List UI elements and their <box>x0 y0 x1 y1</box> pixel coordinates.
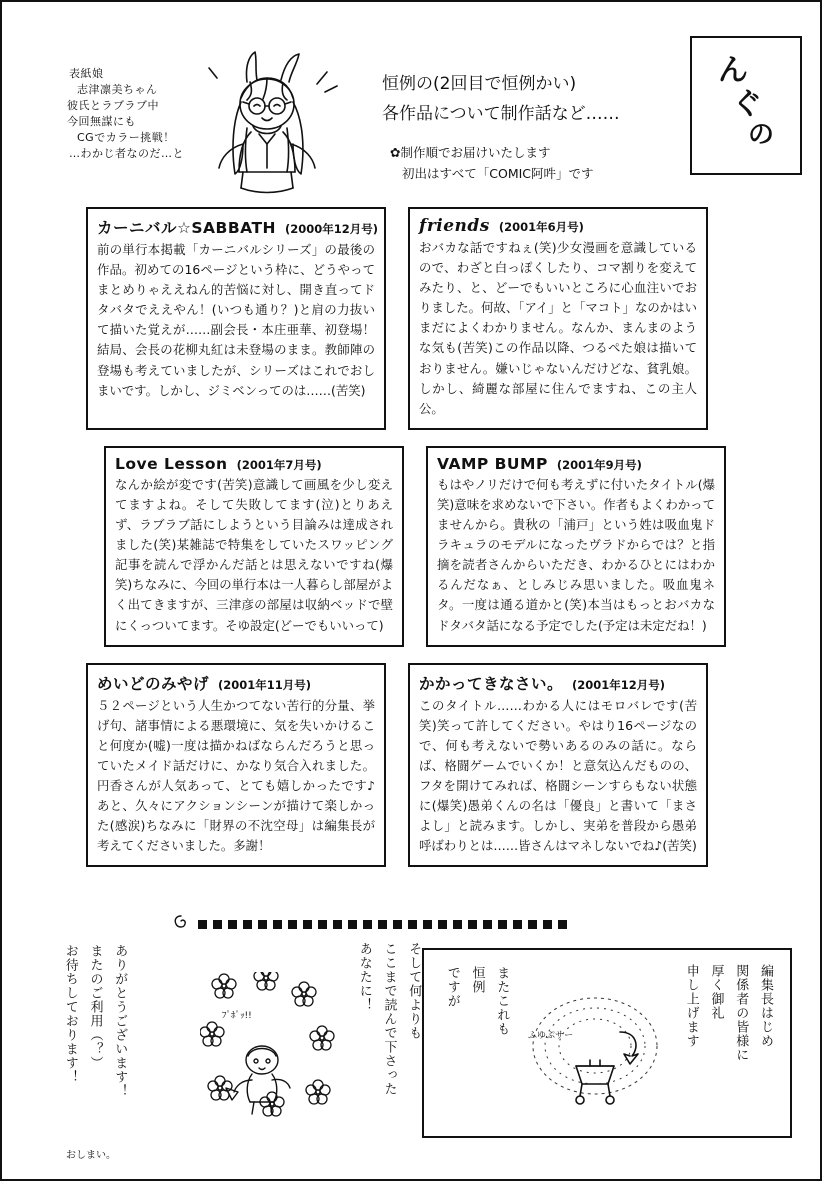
header-subtitle <box>390 142 690 185</box>
article-issue: (2001年12月号) <box>572 677 666 692</box>
thanks-line-3: お待ちしております！ <box>62 944 78 1084</box>
article-title: カーニバル☆SABBATH <box>97 219 277 237</box>
article-header <box>97 672 375 694</box>
scribble-blob-icon <box>520 984 670 1114</box>
article-header <box>97 216 379 238</box>
page-footer <box>22 932 802 1162</box>
header-subtitle-line-1: ✿制作順でお届けいたします <box>390 145 551 160</box>
article-row-1 <box>86 207 746 430</box>
cover-girl-note-line-3: 彼氏とラブラブ中 <box>67 98 159 112</box>
thanks-message <box>58 944 130 1144</box>
header-subtitle-line-2: 初出はすべて「COMIC阿吽」です <box>402 166 594 182</box>
article-header <box>419 672 697 694</box>
article-header <box>419 216 697 236</box>
cover-girl-note-line-4: 今回無謀にも <box>67 114 136 128</box>
corner-kana-box <box>690 36 802 175</box>
header-title-line-2: 各作品について制作話など…… <box>382 103 620 124</box>
divider-dot <box>498 920 507 929</box>
staff-line-3: 厚く御礼 <box>708 964 724 1020</box>
divider-dot <box>543 920 552 929</box>
article-body: 前の単行本掲載「カーニバルシリーズ」の最後の作品。初めての16ページという枠に、どうやってまとめりゃええねん的苦悩に対し、開き直ってドタバタでええやん！(いつも通り？)と肩の力抜いて描いた覚えが……副会長・本庄亜華、初登場！結局、会長の花柳丸紅は未登場のまま。教師陣の登場も考えていましたが、シリーズはこれでおしまいです。しかし、ジミベンってのは……(苦笑) <box>97 242 375 398</box>
article-card-friends <box>408 207 708 430</box>
regular-line-2: 恒例 <box>469 966 485 994</box>
reader-line-1: そして何よりも <box>406 942 422 1040</box>
staff-line-4: 申し上げます <box>683 964 699 1048</box>
divider-dot <box>258 920 267 929</box>
article-issue: (2001年6月号) <box>498 220 584 234</box>
regular-note <box>440 966 512 1086</box>
divider-dot <box>513 920 522 929</box>
article-title: Love Lesson <box>115 454 228 473</box>
article-row-3 <box>86 663 746 868</box>
article-body: おバカな話ですねぇ(笑)少女漫画を意識しているので、わざと白っぽくしたり、コマ割りを変えてみたり、と、どーでもいいところに心血注いでおりました。何故、「アイ」と「マコト」なのかはいまだによくわかりません。なんか、まんまのような気も(苦笑)この作品以降、つるぺた娘は描いておりません。嫌いじゃないんだけどな、貧乳娘。しかし、綺麗な部屋に住んでますね、この主人公。 <box>419 240 697 416</box>
article-card-carnival-sabbath <box>86 207 386 430</box>
corner-kana-2: ぐ <box>732 87 764 122</box>
cover-girl-note-line-6: …わかじ者なのだ…と <box>69 146 184 160</box>
divider-dot <box>288 920 297 929</box>
divider-dot <box>438 920 447 929</box>
divider-dot <box>348 920 357 929</box>
article-header <box>115 455 393 473</box>
cover-girl-note-line-5: CGでカラー挑戦！ <box>77 130 175 144</box>
regular-line-1: またこれも <box>494 966 510 1036</box>
article-title: めいどのみやげ <box>97 674 210 693</box>
staff-line-1: 編集長はじめ <box>758 964 773 1048</box>
article-title: friends <box>419 216 490 236</box>
regular-line-3: ですが <box>444 966 460 1008</box>
article-body: もはやノリだけで何も考えずに付いたタイトル(爆笑)意味を求めないで下さい。作者もよくわかってませんから。貴秋の「浦戸」という姓は吸血鬼ドラキュラのモデルになったヴラドからでは？と指摘を読者さんからいただき、わかるひとにはわかるんだなぁ、としみじみ思いました。吸血鬼ネタ。一度は通る道かと(笑)本当はもっとおバカなドタバタ話になる予定でした(予定は未定だね！) <box>437 476 715 633</box>
corner-kana-3: の <box>748 120 777 150</box>
divider-dot <box>468 920 477 929</box>
divider-dot <box>363 920 372 929</box>
divider-dot <box>303 920 312 929</box>
mascot-illustration <box>177 48 367 198</box>
article-row-2 <box>104 446 746 647</box>
article-issue: (2000年12月号) <box>285 222 379 236</box>
chibi-doodle-icon <box>218 1030 308 1120</box>
article-issue: (2001年7月号) <box>236 457 322 472</box>
divider-dot <box>528 920 537 929</box>
divider-dot <box>483 920 492 929</box>
divider-dot <box>318 920 327 929</box>
page-header <box>22 30 802 190</box>
corner-kana-stack <box>718 53 777 150</box>
cover-girl-note-line-1: 表紙娘 <box>69 67 104 80</box>
divider-dot <box>408 920 417 929</box>
article-card-love-lesson <box>104 446 404 647</box>
divider-dot <box>273 920 282 929</box>
divider-dot <box>333 920 342 929</box>
sfx-chibi-label: ﾌﾟﾎﾟｯ!! <box>222 1011 252 1021</box>
article-header <box>437 455 715 473</box>
article-body: ５２ページという人生かつてない苦行的分量、挙げ句、諸事情による悪環境に、気を失いかけること何度か(嘘)一度は描かねばならんだろうと思っていたメイド話だけに、かなり気合入れました。円香さんが人気あって、とても嬉しかったです♪あと、久々にアクションシーンが描けて楽しかった(感涙)ちなみに「財界の不沈空母」は編集長が考えてくださいました。多謝！ <box>97 697 375 854</box>
reader-line-3: あなたに！ <box>356 942 372 1012</box>
article-title: VAMP BUMP <box>437 454 548 473</box>
sfx-blob-label: ふゆぷサー <box>528 1031 574 1041</box>
article-issue: (2001年11月号) <box>218 677 312 692</box>
article-issue: (2001年9月号) <box>556 457 642 472</box>
header-title-line-1: 恒例の(2回目で恒例かい) <box>382 74 577 94</box>
divider-dot <box>228 920 237 929</box>
divider-dot <box>423 920 432 929</box>
reader-line-2: ここまで読んで下さった <box>381 942 397 1096</box>
article-card-kakattekinasai <box>408 663 708 868</box>
thanks-line-1: ありがとうございます！ <box>112 944 128 1098</box>
cover-girl-note-line-2: 志津凛美ちゃん <box>77 82 158 96</box>
divider-dot <box>393 920 402 929</box>
dotted-divider <box>198 918 588 930</box>
article-card-meido-no-miyage <box>86 663 386 868</box>
corner-kana-1: ん <box>718 53 750 88</box>
article-body: なんか絵が変です(苦笑)意識して画風を少し変えてますよね。そして失敗してます(泣)とりあえず、ラブラブ話にしようという目論みは達成されました(笑)某雑誌で特集をしていたスワッピング記事を読んで浮かんだ話とは思えないですね(爆笑)ちなみに、今回の単行本は一人暮らし部屋がよく出てきますが、三津彦の部屋は収納ベッドで壁にくっついてます。そゆ設定(どーでもいいって) <box>115 476 393 633</box>
owari-note: おしまい。 <box>66 1150 116 1161</box>
divider-dot <box>213 920 222 929</box>
footer-box <box>422 948 792 1138</box>
spiral-doodle-icon <box>170 912 192 934</box>
article-title: かかってきなさい。 <box>419 674 564 693</box>
thanks-line-2: またのご利用（？） <box>87 944 103 1070</box>
staff-line-2: 関係者の皆様に <box>733 964 749 1062</box>
divider-dot <box>198 920 207 929</box>
divider-dot <box>378 920 387 929</box>
divider-dot <box>453 920 462 929</box>
divider-dot <box>243 920 252 929</box>
divider-dot <box>558 920 567 929</box>
article-body: このタイトル……わかる人にはモロバレです(苦笑)笑って許してください。やはり16ページなので、何も考えないで勢いあるのみの話に。ならば、格闘ゲームでいくか！と意気込んだものの、フタを開けてみれば、格闘シーンすらもない状態に(爆笑)愚弟くんの名は「優良」と書いて「まさよし」と読みます。しかし、実弟を普段から愚弟呼ばわりとは……皆さんはマネしないでね♪(苦笑) <box>419 697 697 854</box>
article-card-vamp-bump <box>426 446 726 647</box>
reader-message <box>352 942 424 1137</box>
header-title <box>382 70 672 130</box>
article-grid <box>86 207 746 883</box>
staff-thanks <box>679 964 776 1124</box>
